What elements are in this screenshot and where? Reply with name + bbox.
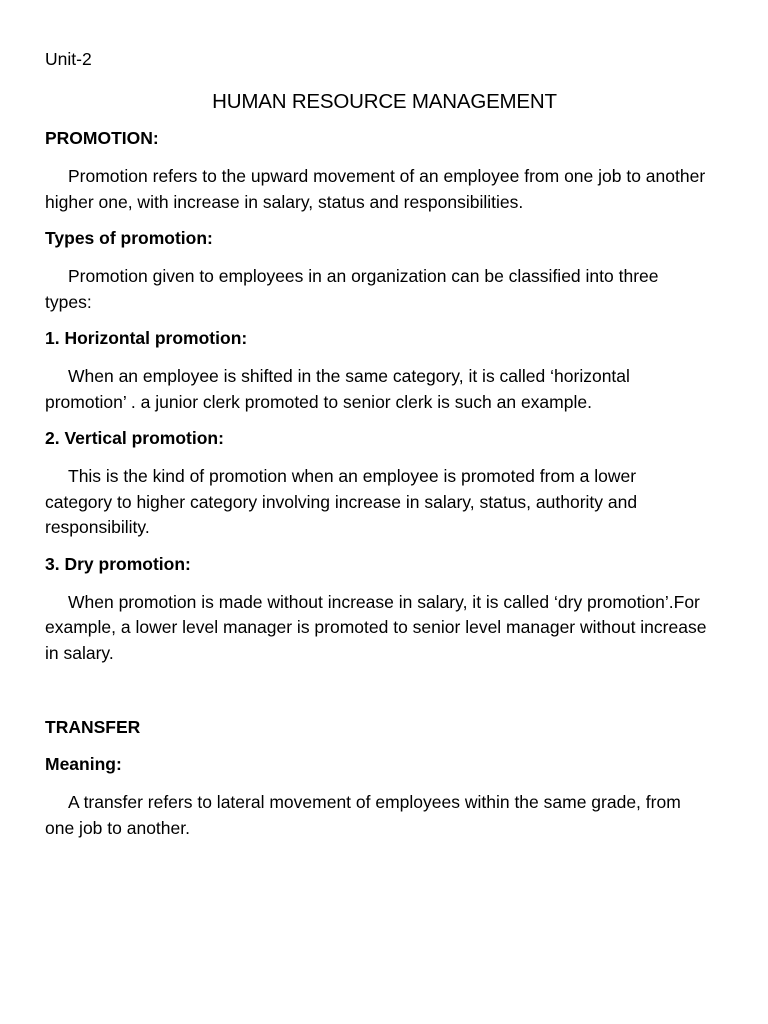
vertical-promotion-heading: 2. Vertical promotion: [45, 428, 224, 448]
transfer-meaning-text: A transfer refers to lateral movement of employees within the same grade, from one job to another. [45, 792, 681, 838]
unit-label: Unit-2 [45, 49, 92, 69]
transfer-heading: TRANSFER [45, 717, 141, 737]
dry-promotion-text: When promotion is made without increase in salary, it is called ‘dry promotion’.For example, a lower level manager is promoted to senior level manager without increase in salary. [45, 591, 707, 663]
promotion-heading: PROMOTION: [45, 128, 159, 148]
types-of-promotion-heading: Types of promotion: [45, 228, 213, 248]
section-spacer [45, 678, 708, 716]
dry-promotion-heading: 3. Dry promotion: [45, 553, 191, 574]
promotion-definition: Promotion refers to the upward movement of an employee from one job to another higher one, with increase in salary, status and responsibilities. [45, 166, 706, 212]
types-of-promotion-intro: Promotion given to employees in an organization can be classified into three types: [45, 266, 659, 312]
horizontal-promotion-heading: 1. Horizontal promotion: [45, 328, 248, 348]
horizontal-promotion-text: When an employee is shifted in the same category, it is called ‘horizontal promotion’ . a junior clerk promoted to senior clerk is such an example. [45, 366, 630, 412]
document-title: HUMAN RESOURCE MANAGEMENT [212, 90, 557, 113]
vertical-promotion-text: This is the kind of promotion when an employee is promoted from a lower category to higher category involving increase in salary, status, authority and responsibility. [45, 466, 638, 537]
transfer-meaning-heading: Meaning: [45, 754, 122, 774]
